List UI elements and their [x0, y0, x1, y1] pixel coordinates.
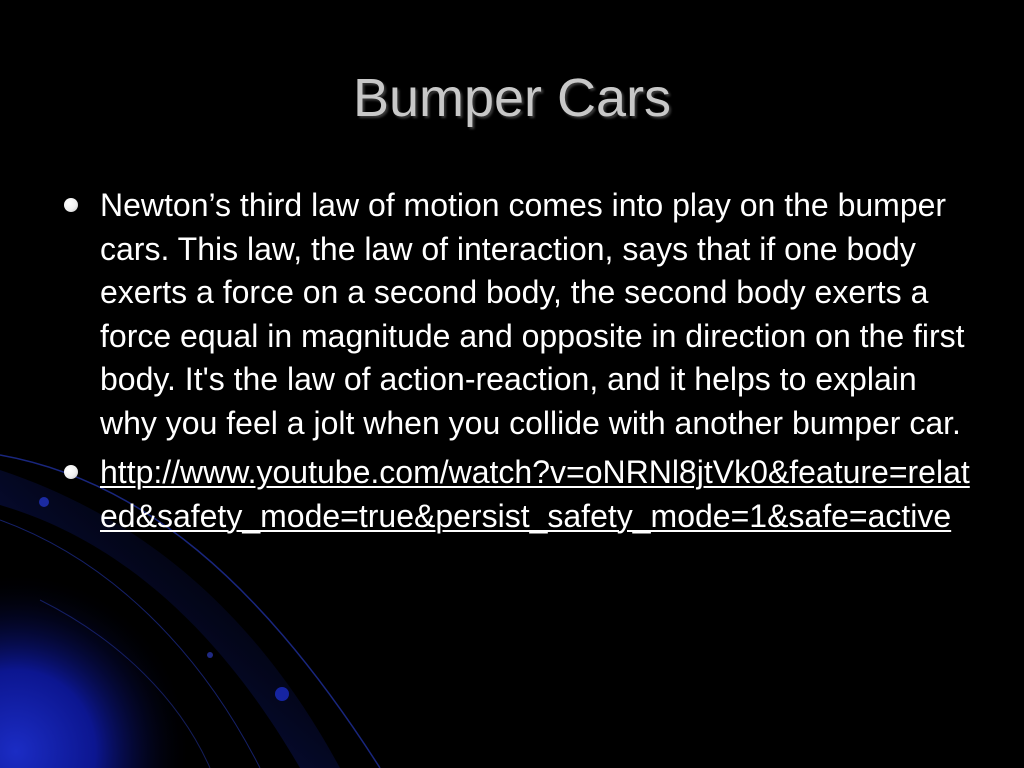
swoosh-dot-3 [207, 652, 213, 658]
bullet-item-link [60, 451, 970, 538]
youtube-link[interactable]: http://www.youtube.com/watch?v=oNRNl8jtVk0&feature=related&safety_mode=true&persist_safety_mode=1&safe=active [100, 454, 970, 534]
bullet-dot-icon [64, 465, 78, 479]
swoosh-dot-1 [39, 497, 49, 507]
swoosh-dot-2 [275, 687, 289, 701]
bullet-item-explanation [60, 184, 970, 445]
bullet-dot-icon [64, 198, 78, 212]
bullet-list [60, 184, 970, 544]
bullet-text: Newton’s third law of motion comes into play on the bumper cars. This law, the law of interaction, says that if one body exerts a force on a second body, the second body exerts a force equal in magnitude and opposite in direction on the first body. It's the law of action-reaction, and it helps to explain why you feel a jolt when you collide with another bumper car. [100, 187, 965, 441]
slide-title: Bumper Cars [352, 68, 672, 128]
